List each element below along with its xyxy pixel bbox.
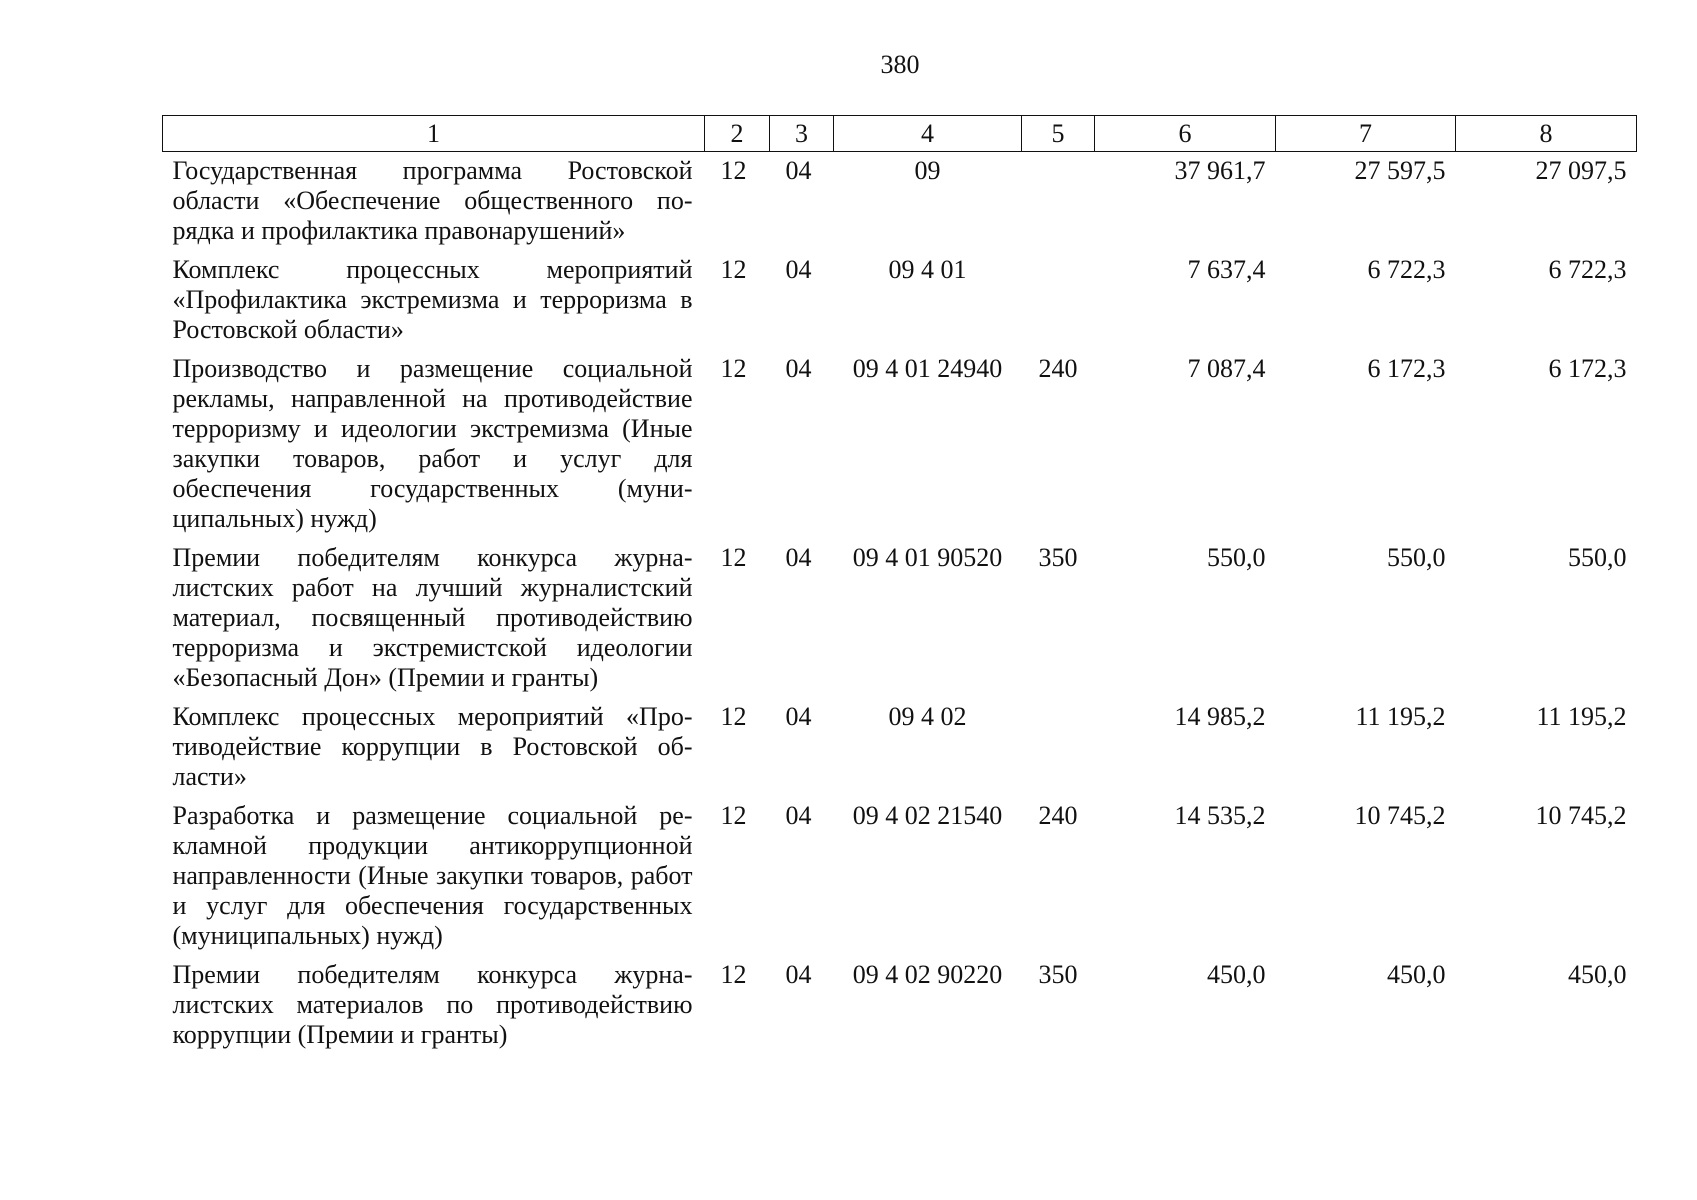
amount-year-1: 7 637,4 bbox=[1187, 255, 1266, 284]
section-code: 12 bbox=[720, 702, 747, 731]
table-row bbox=[163, 797, 1637, 956]
amount-year-2: 27 597,5 bbox=[1354, 156, 1446, 185]
expense-type-code: 350 bbox=[1038, 960, 1078, 989]
expense-type-code bbox=[1022, 152, 1095, 252]
section-code: 12 bbox=[720, 543, 747, 572]
column-header: 7 bbox=[1276, 116, 1456, 152]
column-header: 8 bbox=[1456, 116, 1637, 152]
page-number: 380 bbox=[880, 50, 920, 79]
target-article-code: 09 4 01 90520 bbox=[852, 543, 1003, 572]
target-article-code: 09 4 01 24940 bbox=[852, 354, 1003, 383]
row-description: Разработка и размещение социальной рекламной продукции антикоррупционной направленности (Иные закупки товаров, работ и услуг для обеспечения государственных (муниципальных) нужд) bbox=[172, 801, 693, 950]
table-row bbox=[163, 152, 1637, 252]
table-body bbox=[163, 152, 1637, 1056]
amount-year-3: 6 172,3 bbox=[1548, 354, 1627, 383]
column-header: 6 bbox=[1095, 116, 1276, 152]
amount-year-3: 450,0 bbox=[1568, 960, 1627, 989]
column-header: 5 bbox=[1022, 116, 1095, 152]
row-description: Комплекс процессных мероприятий «Противодействие коррупции в Ростовской области» bbox=[172, 702, 693, 791]
target-article-code: 09 4 02 90220 bbox=[852, 960, 1003, 989]
subsection-code: 04 bbox=[785, 960, 812, 989]
section-code: 12 bbox=[720, 354, 747, 383]
expense-type-code bbox=[1022, 698, 1095, 797]
subsection-code: 04 bbox=[785, 801, 812, 830]
expense-type-code bbox=[1022, 251, 1095, 350]
row-description: Государственная программа Ростовской области «Обеспечение общественного порядка и профилактика правонарушений» bbox=[172, 156, 693, 245]
amount-year-2: 6 722,3 bbox=[1367, 255, 1446, 284]
row-description: Премии победителям конкурса журналистских материалов по противодействию коррупции (Премии и гранты) bbox=[172, 960, 693, 1049]
amount-year-1: 550,0 bbox=[1207, 543, 1266, 572]
amount-year-2: 11 195,2 bbox=[1355, 702, 1446, 731]
amount-year-1: 37 961,7 bbox=[1174, 156, 1266, 185]
expense-type-code: 350 bbox=[1038, 543, 1078, 572]
amount-year-3: 11 195,2 bbox=[1536, 702, 1627, 731]
table-row bbox=[163, 539, 1637, 698]
expense-type-code: 240 bbox=[1038, 801, 1078, 830]
target-article-code: 09 bbox=[914, 156, 941, 185]
subsection-code: 04 bbox=[785, 702, 812, 731]
table-row bbox=[163, 251, 1637, 350]
amount-year-2: 550,0 bbox=[1387, 543, 1446, 572]
amount-year-1: 14 985,2 bbox=[1174, 702, 1266, 731]
budget-table bbox=[162, 115, 1637, 1055]
amount-year-1: 450,0 bbox=[1207, 960, 1266, 989]
subsection-code: 04 bbox=[785, 354, 812, 383]
amount-year-3: 550,0 bbox=[1568, 543, 1627, 572]
table-header-row bbox=[163, 116, 1637, 152]
section-code: 12 bbox=[720, 801, 747, 830]
table-row bbox=[163, 698, 1637, 797]
table-row bbox=[163, 350, 1637, 539]
column-header: 2 bbox=[705, 116, 770, 152]
column-header: 4 bbox=[834, 116, 1022, 152]
subsection-code: 04 bbox=[785, 156, 812, 185]
target-article-code: 09 4 02 bbox=[888, 702, 967, 731]
section-code: 12 bbox=[720, 960, 747, 989]
amount-year-2: 10 745,2 bbox=[1354, 801, 1446, 830]
amount-year-1: 7 087,4 bbox=[1187, 354, 1266, 383]
section-code: 12 bbox=[720, 156, 747, 185]
subsection-code: 04 bbox=[785, 255, 812, 284]
amount-year-3: 27 097,5 bbox=[1535, 156, 1627, 185]
section-code: 12 bbox=[720, 255, 747, 284]
table-row bbox=[163, 956, 1637, 1055]
amount-year-3: 10 745,2 bbox=[1535, 801, 1627, 830]
subsection-code: 04 bbox=[785, 543, 812, 572]
amount-year-1: 14 535,2 bbox=[1174, 801, 1266, 830]
target-article-code: 09 4 01 bbox=[888, 255, 967, 284]
amount-year-2: 6 172,3 bbox=[1367, 354, 1446, 383]
row-description: Производство и размещение социальной рекламы, направленной на противодействие терроризму и идеологии экстремизма (Иные закупки товаров, работ и услуг для обеспечения государственных (муниципальных) нужд) bbox=[172, 354, 693, 533]
row-description: Комплекс процессных мероприятий «Профилактика экстремизма и терроризма в Ростовской области» bbox=[172, 255, 693, 344]
target-article-code: 09 4 02 21540 bbox=[852, 801, 1003, 830]
row-description: Премии победителям конкурса журналистских работ на лучший журналистский материал, посвященный противодействию терроризма и экстремистской идеологии «Безопасный Дон» (Премии и гранты) bbox=[172, 543, 693, 692]
amount-year-2: 450,0 bbox=[1387, 960, 1446, 989]
amount-year-3: 6 722,3 bbox=[1548, 255, 1627, 284]
expense-type-code: 240 bbox=[1038, 354, 1078, 383]
column-header: 3 bbox=[770, 116, 834, 152]
column-header: 1 bbox=[163, 116, 705, 152]
